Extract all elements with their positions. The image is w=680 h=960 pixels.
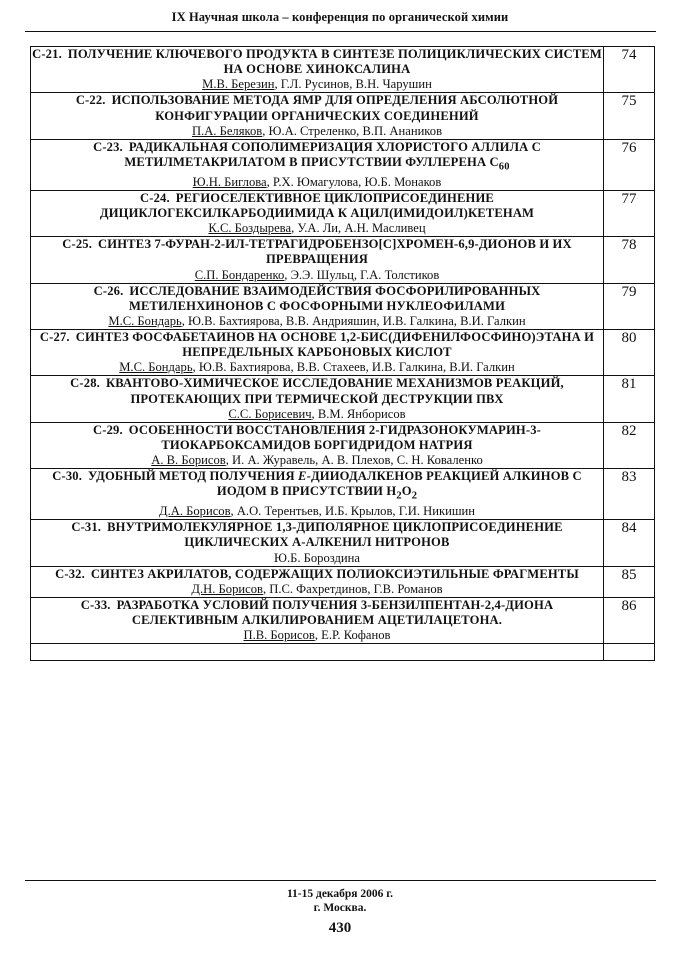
presenting-author: Д.Н. Борисов [191,581,263,596]
entry-title: С-24. РЕГИОСЕЛЕКТИВНОЕ ЦИКЛОПРИСОЕДИНЕНИЕ ДИЦИКЛОГЕКСИЛКАРБОДИИМИДА К АЦИЛ(ИМИДОИЛ)КЕТЕНАМ [99,190,535,220]
toc-entry [31,597,655,643]
presenting-author: М.В. Березин [202,77,275,92]
presenting-author: Д.А. Борисов [159,504,231,519]
entry-title: С-23. РАДИКАЛЬНАЯ СОПОЛИМЕРИЗАЦИЯ ХЛОРИСТОГО АЛЛИЛА С МЕТИЛМЕТАКРИЛАТОМ В ПРИСУТСТВИИ ФУЛЛЕРЕНА $С_{60}$ [93,139,541,173]
page-number: 430 [328,920,352,936]
entry-page: 74 [604,47,655,93]
entry-code: С-28. [70,376,100,391]
entry-code: С-29. [93,422,123,437]
entry-code: С-22. [75,93,106,108]
header-rule [25,31,656,32]
entry-title: С-22. ИСПОЛЬЗОВАНИЕ МЕТОДА ЯМР ДЛЯ ОПРЕДЕЛЕНИЯ АБСОЛЮТНОЙ КОНФИГУРАЦИИ ОРГАНИЧЕСКИХ СОЕДИНЕНИЙ [75,93,559,123]
entry-code: С-23. [93,139,123,154]
subscript: 2 [411,490,418,502]
entry-text [31,520,604,566]
presenting-author: П.В. Борисов [243,628,315,643]
entry-authors: М.В. Березин, Г.Л. Русинов, В.Н. Чарушин [202,77,432,92]
presenting-author: С.С. Борисевич [228,406,312,421]
entry-authors: А. В. Борисов, И. А. Журавель, А. В. Плехов, С. Н. Коваленко [151,453,483,468]
entry-page: 84 [604,520,655,566]
entry-code: С-21. [32,47,62,61]
entry-page: 85 [604,566,655,597]
toc-entry [31,237,655,283]
entry-page: 79 [604,283,655,329]
entry-page: 82 [604,422,655,468]
entry-text [31,283,604,329]
entry-authors: С.С. Борисевич, В.М. Янборисов [228,406,406,421]
entry-title: С-31. ВНУТРИМОЛЕКУЛЯРНОЕ 1,3-ДИПОЛЯРНОЕ ЦИКЛОПРИСОЕДИНЕНИЕ ЦИКЛИЧЕСКИХ А-АЛКЕНИЛ НИТРОНОВ [71,520,563,550]
toc-entry [31,139,655,190]
entry-code: С-31. [71,520,102,535]
presenting-author: А. В. Борисов [151,453,226,468]
entry-text [31,422,604,468]
entry-title: С-26. ИССЛЕДОВАНИЕ ВЗАИМОДЕЙСТВИЯ ФОСФОРИЛИРОВАННЫХ МЕТИЛЕНХИНОНОВ С ФОСФОРНЫМИ НУКЛЕОФИЛАМИ [93,283,541,313]
toc-entry [31,47,655,93]
toc-entry [31,422,655,468]
presenting-author: К.С. Боздырева [208,221,292,236]
entry-authors: Ю.Б. Бороздина [274,550,360,565]
entry-authors: Д.А. Борисов, А.О. Терентьев, И.Б. Крылов, Г.И. Никишин [159,504,475,519]
entry-text [31,597,604,643]
toc-entry [31,566,655,597]
entry-page: 76 [604,139,655,190]
entry-page: 83 [604,469,655,520]
subscript: 60 [498,161,510,173]
presenting-author: Ю.Н. Биглова [192,174,267,189]
entry-code: С-32. [55,566,85,581]
entry-authors: С.П. Бондаренко, Э.Э. Шульц, Г.А. Толстиков [194,267,440,282]
entry-authors: П.В. Борисов, Е.Р. Кофанов [243,628,391,643]
entry-text [31,237,604,283]
empty-cell [604,644,655,661]
entry-page: 78 [604,237,655,283]
entry-code: С-26. [93,283,124,298]
toc-entry [31,190,655,236]
presenting-author: М.С. Бондарь [119,360,193,375]
entry-title: С-29. ОСОБЕННОСТИ ВОССТАНОВЛЕНИЯ 2-ГИДРАЗОНОКУМАРИН-3-ТИОКАРБОКСАМИДОВ БОРГИДРИДОМ НАТРИЯ [93,422,541,452]
entry-title: С-27. СИНТЕЗ ФОСФАБЕТАИНОВ НА ОСНОВЕ 1,2-БИС(ДИФЕНИЛФОСФИНО)ЭТАНА И НЕПРЕДЕЛЬНЫХ КАРБОНОВЫХ КИСЛОТ [39,329,595,360]
entry-code: С-24. [140,190,170,205]
entry-title: С-25. СИНТЕЗ 7-ФУРАН-2-ИЛ-ТЕТРАГИДРОБЕНЗО[С]ХРОМЕН-6,9-ДИОНОВ И ИХ ПРЕВРАЩЕНИЯ [62,237,572,267]
toc-entry [31,93,655,139]
entry-text [31,329,604,375]
entry-text [31,139,604,190]
toc-entry [31,329,655,375]
entry-text [31,469,604,520]
entry-page: 86 [604,597,655,643]
entry-code: С-27. [39,329,70,344]
entry-text [31,47,604,93]
entry-title: С-33. РАЗРАБОТКА УСЛОВИЙ ПОЛУЧЕНИЯ 3-БЕНЗИЛПЕНТАН-2,4-ДИОНА СЕЛЕКТИВНЫМ АЛКИЛИРОВАНИЕМ АЦЕТИЛАЦЕТОНА. [80,597,554,627]
entry-title: С-28. КВАНТОВО-ХИМИЧЕСКОЕ ИССЛЕДОВАНИЕ МЕХАНИЗМОВ РЕАКЦИЙ, ПРОТЕКАЮЩИХ ПРИ ТЕРМИЧЕСКОЙ ДЕСТРУКЦИИ ПВХ [70,376,564,406]
entry-text [31,566,604,597]
entry-text [31,376,604,422]
presenting-author: М.С. Бондарь [108,313,182,328]
conference-dates: 11-15 декабря 2006 г. [286,888,394,900]
toc-entry [31,376,655,422]
toc-entry [31,520,655,566]
entry-title: С-21. ПОЛУЧЕНИЕ КЛЮЧЕВОГО ПРОДУКТА В СИНТЕЗЕ ПОЛИЦИКЛИЧЕСКИХ СИСТЕМ НА ОСНОВЕ ХИНОКСАЛИНА [32,47,602,77]
empty-cell [31,644,604,661]
subscript: 2 [396,490,402,502]
toc-entry [31,469,655,520]
entry-authors: Ю.Н. Биглова, Р.Х. Юмагулова, Ю.Б. Монаков [192,174,442,189]
entry-authors: К.С. Боздырева, У.А. Ли, А.Н. Масливец [208,221,426,236]
conference-city: г. Москва. [313,902,367,914]
entry-page: 77 [604,190,655,236]
toc-entry [31,283,655,329]
entry-page: 81 [604,376,655,422]
footer [0,887,680,915]
entry-text [31,93,604,139]
entry-code: С-33. [80,597,111,612]
entry-page: 75 [604,93,655,139]
entry-authors: П.А. Беляков, Ю.А. Стреленко, В.П. Анаников [191,123,443,138]
footer-rule [25,880,656,881]
entry-authors: М.С. Бондарь, Ю.В. Бахтиярова, В.В. Стахеев, И.В. Галкина, В.И. Галкин [119,360,515,375]
contents-table [30,46,655,661]
entry-authors: М.С. Бондарь, Ю.В. Бахтиярова, В.В. Андрияшин, И.В. Галкина, В.И. Галкин [108,313,526,328]
entry-title: С-30. УДОБНЫЙ МЕТОД ПОЛУЧЕНИЯ Е-ДИИОДАЛКЕНОВ РЕАКЦИЕЙ АЛКИНОВ С ИОДОМ В ПРИСУТСТВИИ $Н_2О_2$ [52,469,582,502]
entry-text [31,190,604,236]
entry-page: 80 [604,329,655,375]
entry-code: С-25. [62,237,93,252]
entry-title: С-32. СИНТЕЗ АКРИЛАТОВ, СОДЕРЖАЩИХ ПОЛИОКСИЭТИЛЬНЫЕ ФРАГМЕНТЫ [55,566,579,581]
entry-authors: Д.Н. Борисов, П.С. Фахретдинов, Г.В. Романов [191,581,443,596]
empty-row [31,644,655,661]
presenting-author: П.А. Беляков [191,123,263,138]
presenting-author: С.П. Бондаренко [194,267,285,282]
entry-code: С-30. [52,469,83,484]
running-header: IX Научная школа – конференция по органической химии [171,10,509,24]
